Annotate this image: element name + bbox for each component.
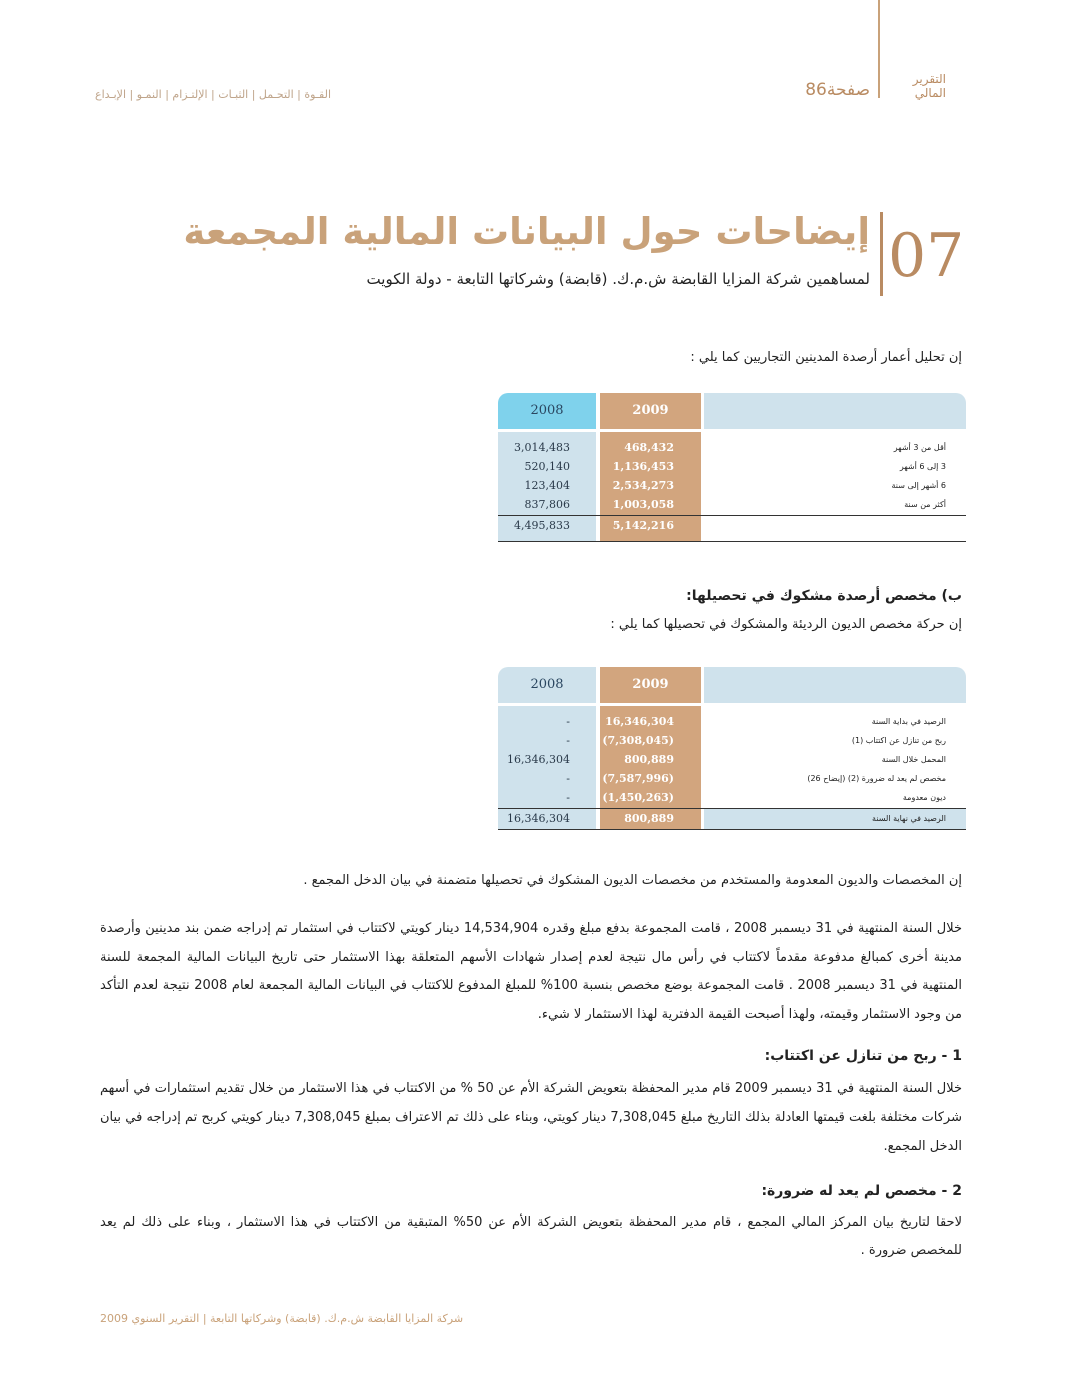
aging-intro: إن تحليل أعمار أرصدة المدينين التجاريين كما يلي : [690, 350, 962, 365]
row-label: مخصص لم يعد له ضرورة (2) (إيضاح 26) [807, 774, 946, 783]
total-2008: 16,346,304 [507, 812, 570, 825]
cell-2009: 468,432 [624, 441, 674, 454]
cell-2009: 800,889 [624, 753, 674, 766]
table-row [498, 457, 966, 476]
report-label-line1: التقرير [912, 72, 946, 86]
total-2009: 800,889 [624, 812, 674, 825]
total-label: الرصيد في نهاية السنة [872, 814, 946, 823]
cell-2009: 1,003,058 [612, 498, 674, 511]
table-row [498, 788, 966, 807]
header-divider [878, 0, 880, 98]
cell-2009: (1,450,263) [602, 791, 674, 804]
row-label: ديون معدومة [902, 793, 946, 802]
row-label: 6 أشهر إلى سنة [891, 481, 946, 490]
note2-text: لاحقا لتاريخ بيان المركز المالي المجمع ، قام مدير المحفظة بتعويض الشركة الأم عن 50% المتبقية من الاكتتاب في هذا الاستثمار ، وبناء على ذلك لم يعد للمخصص ضرورة . [100, 1215, 962, 1258]
col-header-2008: 2008 [498, 393, 596, 429]
section-b-heading: ب) مخصص أرصدة مشكوك في تحصيلها: [686, 588, 962, 604]
cell-2009: (7,587,996) [602, 772, 674, 785]
note1-text: خلال السنة المنتهية في 31 ديسمبر 2009 قام مدير المحفظة بتعويض الشركة الأم عن 50 % من الاكتتاب في هذا الاستثمار من خلال تقديم استثمارات في أسهم شركات مختلفة بلغت قيمتها العادلة بذلك التاريخ مبلغ 7,308,045 دينار كويتي، وبناء على ذلك تم الاعتراف بمبلغ 7,308,045 دينار كويتي كربح تم إدراجه في بيان الدخل المجمع. [100, 1081, 963, 1154]
table-total-row [498, 809, 966, 828]
table-row [498, 750, 966, 769]
cell-2008: 123,404 [524, 479, 570, 492]
table-row [498, 495, 966, 514]
total-2008: 4,495,833 [514, 519, 570, 532]
note2-heading: 2 - مخصص لم يعد له ضرورة: [761, 1183, 962, 1199]
cell-2008: - [566, 791, 570, 804]
cell-2008: 837,806 [524, 498, 570, 511]
row-label: ربح من تنازل عن اكتتاب (1) [851, 736, 946, 745]
aging-table-body [498, 432, 966, 542]
table-row [498, 769, 966, 788]
row-label: أقل من 3 أشهر [893, 443, 946, 452]
cell-2008: - [566, 734, 570, 747]
col-header-2009: 2009 [600, 667, 701, 703]
cell-2008: - [566, 772, 570, 785]
page-title: إيضاحات حول البيانات المالية المجمعة [183, 210, 870, 253]
table-row [498, 712, 966, 731]
section-b-intro: إن حركة مخصص الديون الرديئة والمشكوك في تحصيلها كما يلي : [610, 617, 962, 632]
total-2009: 5,142,216 [612, 519, 674, 532]
row-label: أكثر من سنة [904, 500, 946, 509]
aging-table [498, 393, 966, 542]
col-header-2009: 2009 [600, 393, 701, 429]
table-row [498, 438, 966, 457]
aging-table-header [498, 393, 966, 429]
header-values-nav: القـوة | التحـمل | الثبـات | الإلتـزام | النمـو | الإبـداع [95, 88, 332, 101]
report-label-line2: المالي [914, 86, 946, 100]
cell-2008: - [566, 715, 570, 728]
cell-2009: 1,136,453 [612, 460, 674, 473]
cell-2008: 520,140 [524, 460, 570, 473]
page-footer: شركة المزايا القابضة ش.م.ك. (قابضة) وشركاتها التابعة | التقرير السنوي 2009 [100, 1312, 464, 1325]
report-label [886, 72, 946, 100]
cell-2008: 3,014,483 [514, 441, 570, 454]
col-header-label [704, 667, 966, 703]
col-header-label [704, 393, 966, 429]
provision-table-body [498, 706, 966, 830]
total-bottom-rule [498, 541, 966, 542]
provision-table-header [498, 667, 966, 703]
cell-2009: 2,534,273 [612, 479, 674, 492]
col-header-2008: 2008 [498, 667, 596, 703]
total-bottom-rule [498, 829, 966, 830]
cell-2008: 16,346,304 [507, 753, 570, 766]
cell-2009: (7,308,045) [602, 734, 674, 747]
investment-2008-paragraph: خلال السنة المنتهية في 31 ديسمبر 2008 ، قامت المجموعة بدفع مبلغ وقدره 14,534,904 دينار كويتي لاكتتاب في استثمار تم إدراجه ضمن بند مدينين وأرصدة مدينة أخرى كمبالغ مدفوعة مقدماً لاكتتاب في رأس مال نتيجة لعدم إصدار شهادات الأسهم المتعلقة بهذا الاستثمار حتى تاريخ البيانات المالية المجمعة للسنة المنتهية في 31 ديسمبر 2008 . قامت المجموعة بوضع مخصص بنسبة 100% للمبلغ المدفوع للاكتتاب في البيانات المالية المجمعة لعام 2008 نتيجة لعدم التأكد من وجود الاستثمار وقيمته، ولهذا أصبحت القيمة الدفترية لهذا الاستثمار لا شيء. [100, 921, 963, 1022]
provisions-paragraph: إن المخصصات والديون المعدومة والمستخدم من مخصصات الديون المشكوك في تحصيلها متضمنة في بيان الدخل المجمع . [303, 873, 962, 888]
provision-table [498, 667, 966, 830]
row-label: المحمل خلال السنة [881, 755, 946, 764]
row-label: 3 إلى 6 أشهر [899, 462, 946, 471]
table-total-row [498, 516, 966, 535]
row-label: الرصيد في بداية السنة [871, 717, 946, 726]
section-divider [880, 212, 883, 296]
table-row [498, 476, 966, 495]
note1-heading: 1 - ربح من تنازل عن اكتتاب: [764, 1048, 962, 1064]
table-row [498, 731, 966, 750]
page-number: صفحة86 [805, 80, 870, 100]
page-subtitle: لمساهمين شركة المزايا القابضة ش.م.ك. (قابضة) وشركاتها التابعة - دولة الكويت [366, 270, 870, 288]
section-number: 07 [888, 221, 965, 291]
cell-2009: 16,346,304 [605, 715, 674, 728]
